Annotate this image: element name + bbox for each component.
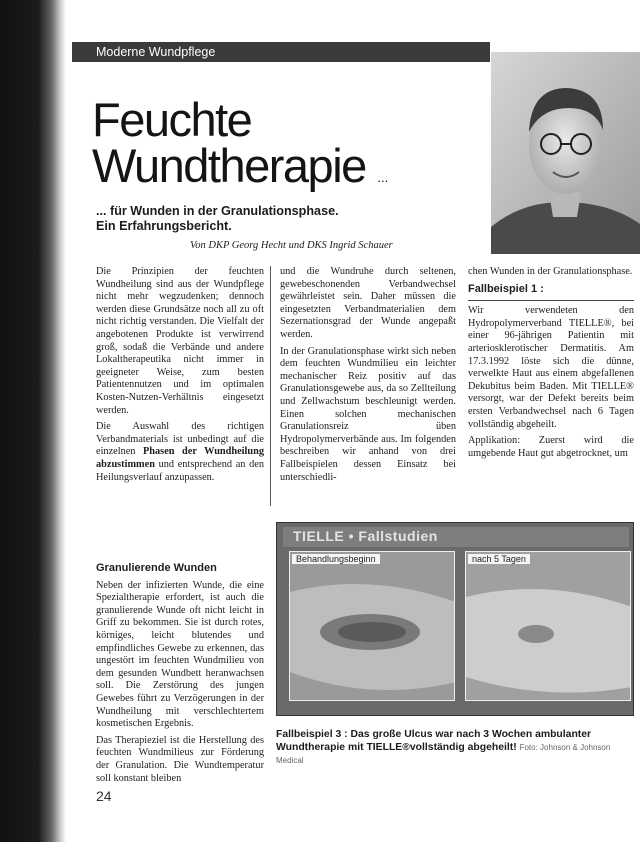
wound-photo-after (465, 551, 631, 701)
title-line-1: Feuchte (92, 93, 252, 146)
granulating-wounds-heading: Granulierende Wunden (96, 562, 217, 574)
col1-paragraph-1: Die Prinzipien der feuchten Wundheilung sind aus der Wundpflege nicht mehr wegzudenken; dennoch werden diese Grundsätze noch all zu oft nicht richtig verstanden. Die Vielfalt der angebotenen Produkte ist verwirrend groß, sodaß die Verbände und andere Lokaltherapeutika nicht immer in geeigneter Weise, zum besten Patientennutzen und im optimalen Kosten-Nutzen-Verhältnis eingesetzt werden. (96, 266, 264, 416)
wound-before-image (290, 552, 455, 701)
col1-p2-bold: Phasen der Wundheilung abzustimmen (96, 446, 264, 470)
caption-text: Fallbeispiel 3 : Das große Ulcus war nach 3 Wochen ambulanter Wundtherapie mit TIELLE®vollständig abgeheilt! (276, 729, 592, 753)
body-column-4 (96, 562, 264, 789)
case-study-rule (468, 300, 634, 301)
figure-brand-label: TIELLE • Fallstudien (293, 528, 438, 544)
title-line-2 (92, 138, 388, 193)
title-ellipsis: ... (377, 170, 389, 185)
col3-paragraph-1: chen Wunden in der Granulationsphase. (468, 266, 633, 277)
photo-credit: Foto: Johnson & Johnson Medical (276, 743, 611, 765)
author-line: Von DKP Georg Hecht und DKS Ingrid Schauer (190, 240, 393, 251)
col1-paragraph-2 (96, 421, 264, 484)
photo-label-before: Behandlungsbeginn (292, 554, 380, 564)
col1-p2-start: Die Auswahl des richtigen Verbandmaterials ist unbedingt auf die einzelnen (96, 421, 264, 458)
col1-p2-end: und entsprechend an den Heilungsverlauf anzupassen. (96, 458, 264, 483)
section-label: Moderne Wundpflege (96, 45, 216, 59)
figure-caption (276, 728, 634, 767)
case-study-1-heading: Fallbeispiel 1 : (468, 282, 544, 295)
case-study-figure (276, 522, 634, 716)
photo-label-after: nach 5 Tagen (468, 554, 530, 564)
portrait-image (491, 52, 640, 254)
wound-after-image (466, 552, 631, 701)
col3-paragraph-3: Applikation: Zuerst wird die umgebende Haut gut abgetrocknet, um (468, 435, 634, 459)
wound-photo-before (289, 551, 455, 701)
subtitle-line-2: Ein Erfahrungsbericht. (96, 219, 232, 233)
col4-paragraph-2: Das Therapieziel ist die Herstellung des feuchten Wundmilieus zur Förderung der Granulation. Die Wundtemperatur soll konstant bleiben (96, 734, 264, 784)
column-divider (270, 266, 271, 506)
author-portrait-photo (491, 52, 640, 254)
page-number: 24 (96, 788, 112, 804)
body-column-2 (280, 266, 456, 488)
body-column-1 (96, 266, 264, 488)
binding-spine-shadow (0, 0, 66, 842)
col2-paragraph-1: und die Wundruhe durch seltenen, gewebeschonenden Verbandwechsel gewährleistet sein. Daher müssen die eingesetzten Verbandmaterialien dem Sezernationsgrad der Wunde angepaßt werden. (280, 266, 456, 340)
title-line-2-text: Wundtherapie (92, 139, 366, 192)
subtitle (96, 204, 476, 234)
col4-paragraph-1: Neben der infizierten Wunde, die eine Spezialtherapie erfordert, ist auch die granulierende Wunde oft nicht leicht in Griff zu bekommen. Sie ist durch rotes, körniges, leicht blutendes und empfindliches Gewebe zu erkennen, das ungestört im feuchten Wundmilieu von dem gesunden Wundbett heranwachsen soll. Die Zerstörung des jungen Gewebes führt zu Verzögerungen in der Wundheilung mit verschlechtertem kosmetischen Ergebnis. (96, 579, 264, 730)
body-column-3 (468, 266, 634, 464)
subtitle-line-1: ... für Wunden in der Granulationsphase. (96, 204, 339, 218)
col2-paragraph-2: In der Granulationsphase wirkt sich neben dem feuchten Wundmilieu ein leichter mechanischer Reiz positiv auf das Granulationsgewebe aus, da so Zellteilung und Zellwachstum beschleunigt werden. Einen solchen mechanischen Granulationsreiz üben Hydropolymerverbände aus. Im folgenden beschreiben wir anhand von drei Fallbeispielen dessen Einsatz bei unterschiedli- (280, 345, 456, 483)
col3-paragraph-2: Wir verwendeten den Hydropolymerverband TIELLE®, bei einer 96-jährigen Patientin mit arteriosklerotischer Dermatitis. Am 17.3.1992 löste sich die dünne, verwelkte Haut aus einem abgefallenen Dekubitus beim Baden. Mit TIELLE® versorgt, war der Defekt bereits beim ersten Verbandwechsel nach 6 Tagen vollständig abgeheilt. (468, 305, 634, 430)
